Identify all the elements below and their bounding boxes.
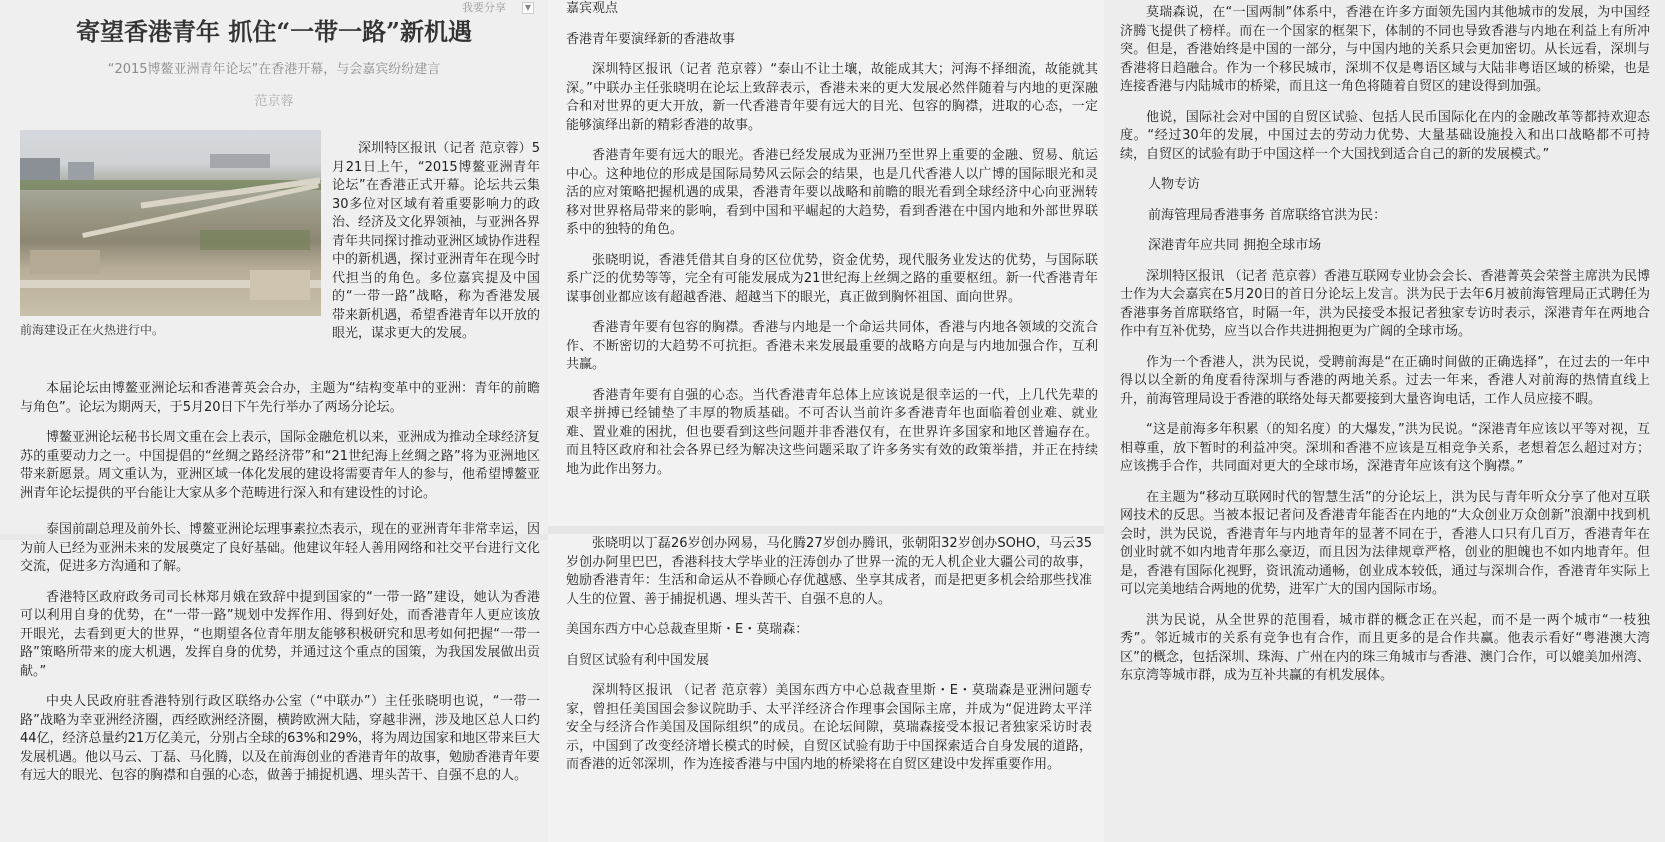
article-subtitle: “2015博鳌亚洲青年论坛”在香港开幕，与会嘉宾纷纷建言 — [107, 62, 441, 77]
paragraph: 香港青年要有包容的胸襟。香港与内地是一个命运共同体，香港与内地各领域的交流合作、不断密切的大趋势不可抗拒。香港未来发展最重要的战略方向是与内地加强合作，互利共赢。 — [566, 320, 1098, 372]
column-2 — [548, 0, 1104, 842]
divider — [548, 526, 1104, 534]
share-link[interactable]: 我要分享 — [462, 1, 506, 14]
paragraph: 深圳特区报讯（记者 范京蓉）“泰山不让土壤，故能成其大；河海不择细流，故能就其深。”中联办主任张晓明在论坛上致辞表示，香港未来的更大发展必然伴随着与内地的更深融合和对世界的更大开放，新一代香港青年要有远大的目光、包容的胸襟，进取的心态，一定能够演绎出新的精彩香港的故事。 — [566, 62, 1098, 133]
paragraph: 本届论坛由博鳌亚洲论坛和香港菁英会合办，主题为“结构变革中的亚洲：青年的前瞻与角色”。论坛为期两天，于5月20日下午先行举办了两场分论坛。 — [20, 381, 540, 415]
section-heading: 美国东西方中心总裁查里斯・E・莫瑞森： — [566, 622, 809, 637]
article-title: 寄望香港青年 抓住“一带一路”新机遇 — [76, 17, 472, 46]
paragraph: 香港青年要有远大的眼光。香港已经发展成为亚洲乃至世界上重要的金融、贸易、航运中心。这种地位的形成是国际局势风云际会的结果，也是几代香港人以广博的国际眼光和灵活的应对策略把握机遇的成果，香港青年要以战略和前瞻的眼光看到全球经济中心向亚洲转移对世界格局带来的影响，看到中国和平崛起的大趋势，看到香港在中国内地和外部世界联系中的独特的角色。 — [566, 148, 1098, 237]
lead-paragraph — [332, 140, 540, 344]
column-1 — [0, 0, 548, 842]
paragraph: 香港特区政府政务司司长林郑月娥在致辞中提到国家的“一带一路”建设，她认为香港可以利用自身的优势，在“一带一路”规划中发挥作用、得到好处，而香港青年人更应该放开眼光，去看到更大的世界，“也期望各位青年朋友能够积极研究和思考如何把握“一带一路”策略所带来的庞大机遇，发挥自身的优势，并通过这个重点的国策，为我国发展做出贡献。” — [20, 589, 540, 679]
paragraph: 他说，国际社会对中国的自贸区试验、包括人民币国际化在内的金融改革等都持欢迎态度。“经过30年的发展，中国过去的劳动力优势、大量基础设施投入和出口战略都不可持续，自贸区的试验有助于中国这样一个大国找到适合自己的新的发展模式。” — [1120, 109, 1650, 162]
section-subheading: 自贸区试验有利中国发展 — [566, 652, 710, 668]
paragraph: 泰国前副总理及前外长、博鳌亚洲论坛理事素拉杰表示，现在的亚洲青年非常幸运，因为前人已经为亚洲未来的发展奠定了良好基础。他建议年轻人善用网络和社交平台进行文化交流，促进多方沟通和了解。 — [20, 522, 541, 574]
article-author: 范京蓉 — [254, 94, 294, 109]
paragraph: 张晓明说，香港凭借其自身的区位优势，资金优势，现代服务业发达的优势，与国际联系广泛的优势等等，完全有可能发展成为21世纪海上丝绸之路的重要枢纽。新一代香港青年谋事创业都应该有超越香港、超越当下的眼光，真正做到胸怀祖国、面向世界。 — [566, 252, 1098, 305]
section-heading: 人物专访 — [1148, 177, 1201, 192]
column-3 — [1104, 0, 1665, 842]
paragraph: 香港青年要有自强的心态。当代香港青年总体上应该说是很幸运的一代，上几代先辈的艰辛拼搏已经铺垫了丰厚的物质基础。不可否认当前许多香港青年也面临着创业难、就业难、置业难的困扰，但也要看到这些问题并非香港仅有，在世界许多国家和地区普遍存在。而且特区政府和社会各界已经为解决这些问题采取了许多务实有效的政策举措，并正在持续地为此作出努力。 — [566, 387, 1098, 477]
paragraph: 深圳特区报讯 （记者 范京蓉）美国东西方中心总裁查里斯・E・莫瑞森是亚洲问题专家，曾担任美国国会参议院助手、太平洋经济合作理事会国际主席，并成为“促进跨太平洋安全与经济合作美国及国际组织”的成员。在论坛间隙，莫瑞森接受本报记者独家采访时表示，中国到了改变经济增长模式的时候，自贸区试验有助于中国探索适合自身发展的道路，而香港的近邻深圳，作为连接香港与中国内地的桥梁将在自贸区建设中发挥重要作用。 — [566, 683, 1092, 772]
paragraph: 作为一个香港人，洪为民说，受聘前海是“在正确时间做的正确选择”，在过去的一年中得以以全新的角度看待深圳与香港的两地关系。过去一年来，香港人对前海的热情直线上升，前海管理局设于香港的联络处每天都要接到大量咨询电话，工作人员应接不暇。 — [1120, 354, 1650, 407]
section-subheading: 香港青年要演绎新的香港故事 — [566, 31, 736, 47]
paragraph: 洪为民说，从全世界的范围看，城市群的概念正在兴起，而不是一两个城市“一枝独秀”。邻近城市的关系有竞争也有合作，而且更多的是合作共赢。他表示看好“粤港澳大湾区”的概念，包括深圳、珠海、广州在内的珠三角城市与香港、澳门合作，可以媲美加州湾、东京湾等城市群，成为互补共赢的有机发展体。 — [1120, 612, 1650, 683]
paragraph: 中央人民政府驻香港特别行政区联络办公室（“中联办”）主任张晓明也说，“一带一路”战略为幸亚洲经济圈，西经欧洲经济圈，横跨欧洲大陆，穿越非洲，涉及地区总人口约44亿，经济总量约21万亿美元，分别占全球的63%和29%，将为周边国家和地区带来巨大发展机遇。他以马云、丁磊、马化腾，以及在前海创业的香港青年的故事，勉励香港青年要有远大的眼光、包容的胸襟和自强的心态，做善于捕捉机遇、埋头苦干、自强不息的人。 — [20, 694, 541, 783]
column-1-body — [20, 380, 540, 786]
share-dropdown-icon[interactable]: ▼ — [522, 2, 534, 14]
photo-caption: 前海建设正在火热进行中。 — [20, 323, 165, 337]
paragraph: 博鳌亚洲论坛秘书长周文重在会上表示，国际金融危机以来，亚洲成为推动全球经济复苏的重要动力之一。中国提倡的“丝绸之路经济带”和“21世纪海上丝绸之路”将为亚洲地区带来新愿景。周文重认为，亚洲区域一体化发展的建设将需要青年人的参与，他希望博鳌亚洲青年论坛提供的平台能让大家从多个范畴进行深入和有建设性的讨论。 — [20, 430, 541, 501]
paragraph: “这是前海多年积累（的知名度）的大爆发，”洪为民说。“深港青年应该以平等对视，互相尊重，放下暂时的利益冲突。深圳和香港不应该是互相竞争关系，老想着怎么超过对方；应该携手合作，共同面对更大的全球市场，深港青年应该有这个胸襟。” — [1120, 422, 1650, 474]
paragraph: 深圳特区报讯（记者 范京蓉）5月21日上午，“2015博鳌亚洲青年论坛”在香港正式开幕。论坛共云集30多位对区域有着重要影响力的政治、经济及文化界领袖，与亚洲各界青年共同探讨推动亚洲区域协作进程中的新机遇，探讨亚洲青年在现今时代担当的角色。多位嘉宾提及中国的“一带一路”战略，称为香港发展带来新机遇，希望香港青年以开放的眼光，谋求更大的发展。 — [332, 141, 541, 341]
column-3-body — [1120, 4, 1650, 686]
section-subheading: 前海管理局香港事务 首席联络官洪为民： — [1148, 207, 1387, 223]
paragraph: 在主题为“移动互联网时代的智慧生活”的分论坛上，洪为民与青年听众分享了他对互联网技术的反思。当被本报记者问及香港青年能否在内地的“大众创业万众创新”浪潮中找到机会时，洪为民说，香港青年与内地青年的显著不同在于，香港人口只有几百万，香港青年在创业时就不如内地青年那么豪迈，而且因为法律规章严格，创业的胆魄也不如内地青年。但是，香港有国际化视野，资讯流动通畅，创业成本较低，通过与深圳合作，香港青年实际上可以完美地结合两地的优势，进军广大的国内国际市场。 — [1120, 489, 1650, 597]
paragraph: 莫瑞森说，在“一国两制”体系中，香港在许多方面领先国内其他城市的发展，为中国经济腾飞提供了榜样。而在一个国家的框架下，体制的不同也导致香港与内地在利益上有所冲突。但是，香港始终是中国的一部分，与中国内地的关系只会更加密切。从长远看，深圳与香港将日趋融合。作为一个移民城市，深圳不仅是粤语区域与大陆非粤语区域的桥梁，也是连接香港与内陆城市的桥梁，而且这一角色将随着自贸区的建设得到加强。 — [1120, 5, 1650, 94]
column-2-top — [566, 0, 1098, 479]
paragraph: 深圳特区报讯 （记者 范京蓉）香港互联网专业协会会长、香港菁英会荣誉主席洪为民博士作为大会嘉宾在5月20日的首日分论坛上发言。洪为民于去年6月被前海管理局正式聘任为香港事务首席联络官，时隔一年，洪为民接受本报记者独家专访时表示，深港青年在两地合作中有互补优势，应当以合作共进拥抱更为广阔的全球市场。 — [1120, 268, 1650, 339]
column-2-bottom — [566, 535, 1092, 775]
paragraph: 张晓明以丁磊26岁创办网易，马化腾27岁创办腾讯，张朝阳32岁创办SOHO，马云35岁创办阿里巴巴，香港科技大学毕业的汪涛创办了世界一流的无人机企业大疆公司的故事，勉励香港青年：生活和命运从不眷顾心存优越感、坐享其成者，而是把更多机会给那些找准人生的位置、善于捕捉机遇、埋头苦干、自强不息的人。 — [566, 536, 1092, 607]
construction-photo — [20, 130, 321, 316]
section-subheading: 深港青年应共同 拥抱全球市场 — [1148, 238, 1322, 253]
section-heading: 嘉宾观点 — [566, 1, 619, 16]
